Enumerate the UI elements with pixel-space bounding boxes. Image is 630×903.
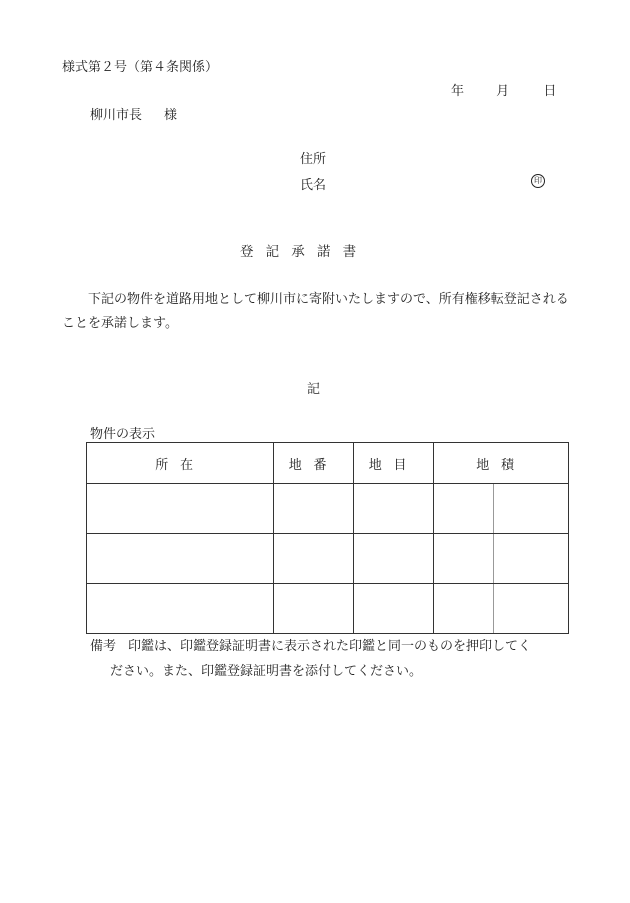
table-cell [434, 484, 494, 534]
ki-heading: 記 [307, 382, 321, 397]
date-year-label: 年 [451, 84, 465, 99]
table-cell [274, 534, 354, 584]
remarks-line2: ださい。また、印鑑登録証明書を添付してください。 [110, 664, 423, 679]
remarks-line1: 印鑑は、印鑑登録証明書に表示された印鑑と同一のものを押印してく [128, 639, 532, 654]
addressee-name: 柳川市長 [90, 108, 143, 123]
table-cell [274, 484, 354, 534]
column-header-area: 地積 [434, 443, 569, 484]
property-table [86, 442, 569, 634]
property-table-header [87, 443, 569, 484]
column-header-location: 所在 [87, 443, 274, 484]
table-cell [354, 534, 434, 584]
table-cell [434, 584, 494, 634]
column-header-land-category: 地目 [354, 443, 434, 484]
date-line [451, 80, 556, 99]
table-cell [354, 584, 434, 634]
table-cell [494, 484, 569, 534]
table-cell [494, 584, 569, 634]
address-label: 住所 [300, 152, 327, 167]
addressee [90, 104, 177, 123]
table-cell [87, 584, 274, 634]
seal-mark: 印 [531, 174, 545, 188]
name-label: 氏名 [300, 178, 327, 193]
form-number: 様式第２号（第４条関係） [62, 60, 219, 75]
column-header-lot-number: 地番 [274, 443, 354, 484]
table-cell [87, 534, 274, 584]
table-row [87, 584, 569, 634]
table-cell [494, 534, 569, 584]
property-section-label: 物件の表示 [90, 427, 156, 442]
table-cell [274, 584, 354, 634]
date-day-label: 日 [543, 84, 557, 99]
remarks [90, 635, 531, 654]
document-title: 登記承諾書 [240, 244, 369, 260]
date-month-label: 月 [496, 84, 510, 99]
table-cell [87, 484, 274, 534]
table-cell [354, 484, 434, 534]
body-text: 下記の物件を道路用地として柳川市に寄附いたしますので、所有権移転登記されることを承諾します。 [62, 292, 569, 331]
table-row [87, 534, 569, 584]
honorific: 様 [164, 108, 178, 123]
remarks-label: 備考 [90, 639, 117, 654]
table-cell [434, 534, 494, 584]
table-row [87, 484, 569, 534]
